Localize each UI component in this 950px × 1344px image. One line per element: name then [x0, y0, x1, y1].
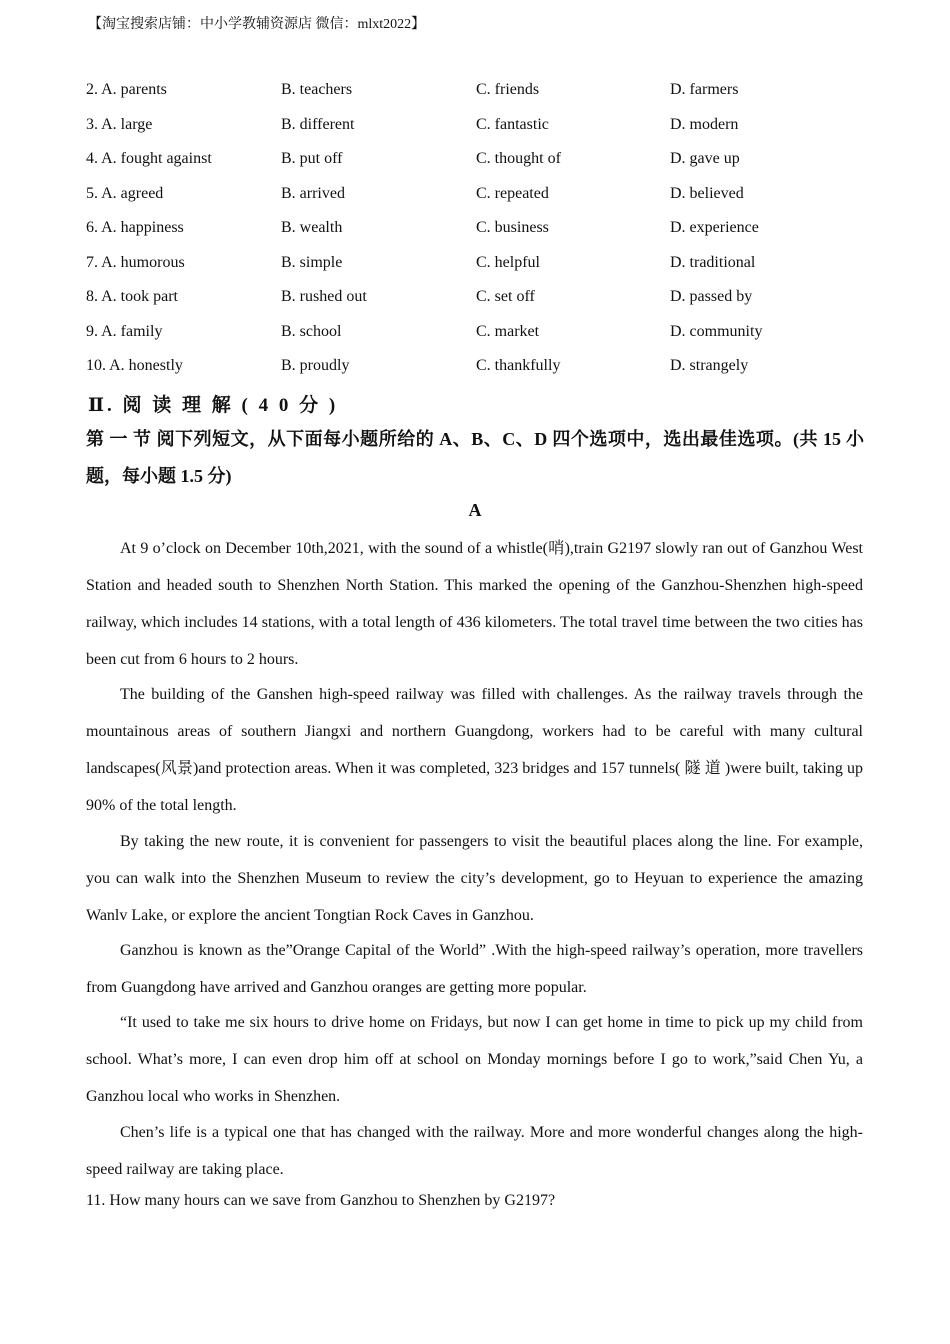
- option-a: 2. A. parents: [86, 81, 167, 98]
- option-c: C. thankfully: [476, 357, 561, 374]
- option-b: B. different: [281, 116, 355, 133]
- option-row-4: [0, 150, 950, 174]
- option-a: 8. A. took part: [86, 288, 178, 305]
- question-11: 11. How many hours can we save from Ganzhou to Shenzhen by G2197?: [86, 1192, 556, 1209]
- option-c: C. set off: [476, 288, 535, 305]
- option-b: B. simple: [281, 254, 343, 271]
- option-d: D. gave up: [670, 150, 740, 167]
- paragraph-1: At 9 o’clock on December 10th,2021, with the sound of a whistle(哨),train G2197 slowly ran out of Ganzhou West Station and headed south to Shenzhen North Station. This marked the opening of the Ganzhou-Shenzhen high-speed railway, which includes 14 stations, with a total length of 436 kilometers. The total travel time between the two cities has been cut from 6 hours to 2 hours.: [86, 540, 863, 668]
- paragraph-4: Ganzhou is known as the”Orange Capital of the World” .With the high-speed railway’s operation, more travellers from Guangdong have arrived and Ganzhou oranges are getting more popular.: [86, 942, 863, 996]
- option-d: D. strangely: [670, 357, 749, 374]
- option-b: B. rushed out: [281, 288, 367, 305]
- option-d: D. passed by: [670, 288, 753, 305]
- option-c: C. fantastic: [476, 116, 549, 133]
- option-d: D. community: [670, 323, 763, 340]
- option-b: B. proudly: [281, 357, 350, 374]
- section-title: Ⅱ. 阅 读 理 解 ( 4 0 分 ): [88, 395, 339, 416]
- option-a: 10. A. honestly: [86, 357, 183, 374]
- passage-label: A: [468, 500, 482, 520]
- section-instruction: 第 一 节 阅下列短文，从下面每小题所给的 A、B、C、D 四个选项中，选出最佳选项。(共 15 小题，每小题 1.5 分): [86, 429, 864, 486]
- paragraph-2: The building of the Ganshen high-speed railway was filled with challenges. As the railway travels through the mountainous areas of southern Jiangxi and northern Guangdong, workers had to be careful with many cultural landscapes(风景)and protection areas. When it was completed, 323 bridges and 157 tunnels( 隧 道 )were built, taking up 90% of the total length.: [86, 686, 863, 814]
- paragraph-3: By taking the new route, it is convenient for passengers to visit the beautiful places along the line. For example, you can walk into the Shenzhen Museum to review the city’s development, go to Heyuan to experience the amazing Wanlv Lake, or explore the ancient Tongtian Rock Caves in Ganzhou.: [86, 833, 863, 924]
- option-b: B. arrived: [281, 185, 345, 202]
- option-row-9: [0, 323, 950, 347]
- option-c: C. helpful: [476, 254, 540, 271]
- option-d: D. believed: [670, 185, 744, 202]
- option-row-2: [0, 81, 950, 105]
- option-a: 5. A. agreed: [86, 185, 164, 202]
- paragraph-6: Chen’s life is a typical one that has changed with the railway. More and more wonderful changes along the high-speed railway are taking place.: [86, 1124, 863, 1178]
- option-a: 7. A. humorous: [86, 254, 185, 271]
- option-b: B. school: [281, 323, 342, 340]
- option-d: D. experience: [670, 219, 759, 236]
- option-row-5: [0, 185, 950, 209]
- shop-header: 【淘宝搜索店铺：中小学教辅资源店 微信：mlxt2022】: [88, 17, 426, 32]
- option-row-6: [0, 219, 950, 243]
- option-a: 6. A. happiness: [86, 219, 184, 236]
- option-d: D. traditional: [670, 254, 756, 271]
- option-a: 4. A. fought against: [86, 150, 212, 167]
- option-d: D. farmers: [670, 81, 739, 98]
- paragraph-5: “It used to take me six hours to drive home on Fridays, but now I can get home in time to pick up my child from school. What’s more, I can even drop him off at school on Monday mornings before I go to work,”said Chen Yu, a Ganzhou local who works in Shenzhen.: [86, 1014, 863, 1105]
- option-b: B. put off: [281, 150, 343, 167]
- option-a: 9. A. family: [86, 323, 163, 340]
- option-c: C. friends: [476, 81, 540, 98]
- option-d: D. modern: [670, 116, 739, 133]
- option-b: B. teachers: [281, 81, 353, 98]
- option-a: 3. A. large: [86, 116, 153, 133]
- option-c: C. business: [476, 219, 549, 236]
- option-row-8: [0, 288, 950, 312]
- option-row-3: [0, 116, 950, 140]
- option-c: C. thought of: [476, 150, 561, 167]
- option-c: C. repeated: [476, 185, 549, 202]
- option-row-7: [0, 254, 950, 278]
- option-row-10: [0, 357, 950, 381]
- option-b: B. wealth: [281, 219, 343, 236]
- option-c: C. market: [476, 323, 540, 340]
